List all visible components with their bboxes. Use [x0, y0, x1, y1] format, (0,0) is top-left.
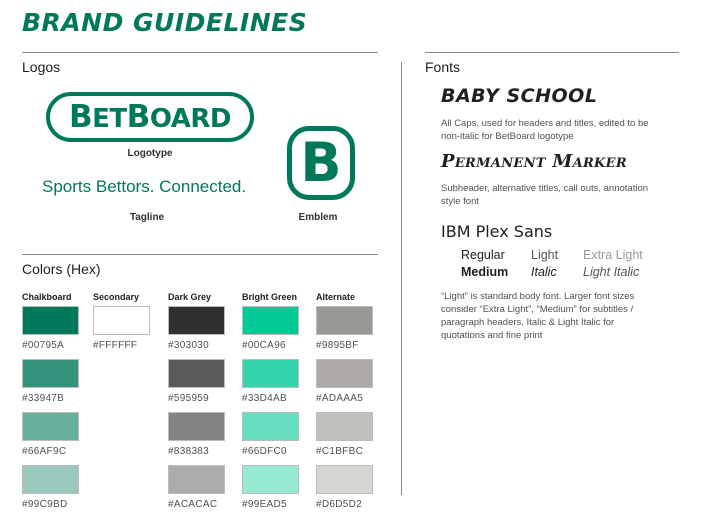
weight-medium: Medium — [461, 265, 509, 279]
color-column-heading: Dark Grey — [168, 292, 212, 302]
logotype-caption: Logotype — [127, 148, 173, 159]
color-hex-label: #FFFFFF — [93, 340, 138, 351]
ibm-plex-desc-4: quotations and fine print — [441, 330, 543, 341]
emblem-caption: Emblem — [298, 212, 338, 223]
color-swatch — [316, 465, 373, 494]
color-hex-label: #9895BF — [316, 340, 359, 351]
betboard-emblem — [287, 126, 355, 200]
font-sample-baby-school: BABY SCHOOL — [441, 85, 598, 107]
font-sample-permanent-marker: Permanent Marker — [441, 151, 627, 172]
color-swatch — [22, 359, 79, 388]
baby-school-desc-2: non-italic for BetBoard logotype — [441, 131, 574, 142]
color-hex-label: #99EAD5 — [242, 499, 287, 510]
logos-divider — [22, 254, 378, 255]
color-swatch — [242, 412, 299, 441]
color-column-heading: Alternate — [316, 292, 356, 302]
color-hex-label: #00CA96 — [242, 340, 286, 351]
logotype-text: BETBOARD — [69, 98, 231, 135]
color-hex-label: #33947B — [22, 393, 65, 404]
color-swatch — [316, 412, 373, 441]
color-swatch — [168, 359, 225, 388]
title-divider-right — [425, 52, 679, 53]
color-hex-label: #ADAAA5 — [316, 393, 364, 404]
weight-italic: Italic — [531, 265, 557, 279]
fonts-heading: Fonts — [425, 59, 461, 75]
color-hex-label: #33D4AB — [242, 393, 287, 404]
betboard-logotype — [46, 92, 254, 142]
color-hex-label: #99C9BD — [22, 499, 68, 510]
ibm-plex-desc-3: paragraph headers, Italic & Light Italic for — [441, 317, 615, 328]
column-divider — [401, 62, 402, 495]
permanent-marker-desc-2: style font — [441, 196, 480, 207]
ibm-plex-desc-1: “Light” is standard body font. Larger font sizes — [441, 291, 635, 302]
color-hex-label: #303030 — [168, 340, 210, 351]
color-swatch — [22, 465, 79, 494]
baby-school-desc-1: All Caps, used for headers and titles, edited to be — [441, 118, 649, 129]
tagline: Sports Bettors. Connected. — [42, 177, 247, 196]
color-swatch — [93, 306, 150, 335]
tagline-caption: Tagline — [129, 212, 165, 223]
logos-heading: Logos — [22, 59, 61, 75]
color-swatch — [168, 465, 225, 494]
color-column-heading: Secondary — [93, 292, 140, 302]
color-column-heading: Bright Green — [242, 292, 298, 302]
ibm-plex-desc-2: consider “Extra Light”, “Medium” for subtitles / — [441, 304, 634, 315]
color-swatch — [316, 359, 373, 388]
color-swatch — [22, 412, 79, 441]
color-hex-label: #66AF9C — [22, 446, 67, 457]
emblem-letter: B — [300, 131, 342, 194]
color-hex-label: #838383 — [168, 446, 210, 457]
color-swatch — [316, 306, 373, 335]
title-divider — [22, 52, 378, 53]
page-title: BRAND GUIDELINES — [22, 8, 308, 37]
weight-light-italic: Light Italic — [583, 265, 640, 279]
weight-regular: Regular — [461, 248, 505, 262]
color-swatch — [242, 306, 299, 335]
color-hex-label: #00795A — [22, 340, 65, 351]
color-hex-label: #595959 — [168, 393, 210, 404]
color-swatch — [242, 359, 299, 388]
color-swatch — [168, 306, 225, 335]
weight-light: Light — [531, 248, 559, 262]
colors-heading: Colors (Hex) — [22, 261, 101, 277]
color-column-heading: Chalkboard — [22, 292, 72, 302]
color-hex-label: #C1BFBC — [316, 446, 364, 457]
color-swatch — [22, 306, 79, 335]
weight-extra-light: Extra Light — [583, 248, 643, 262]
color-hex-label: #D6D5D2 — [316, 499, 363, 510]
font-sample-ibm-plex: IBM Plex Sans — [441, 222, 553, 241]
color-swatch — [242, 465, 299, 494]
color-swatch — [168, 412, 225, 441]
permanent-marker-desc-1: Subheader, alternative titles, call outs, annotation — [441, 183, 649, 194]
color-hex-label: #66DFC0 — [242, 446, 287, 457]
color-hex-label: #ACACAC — [168, 499, 218, 510]
